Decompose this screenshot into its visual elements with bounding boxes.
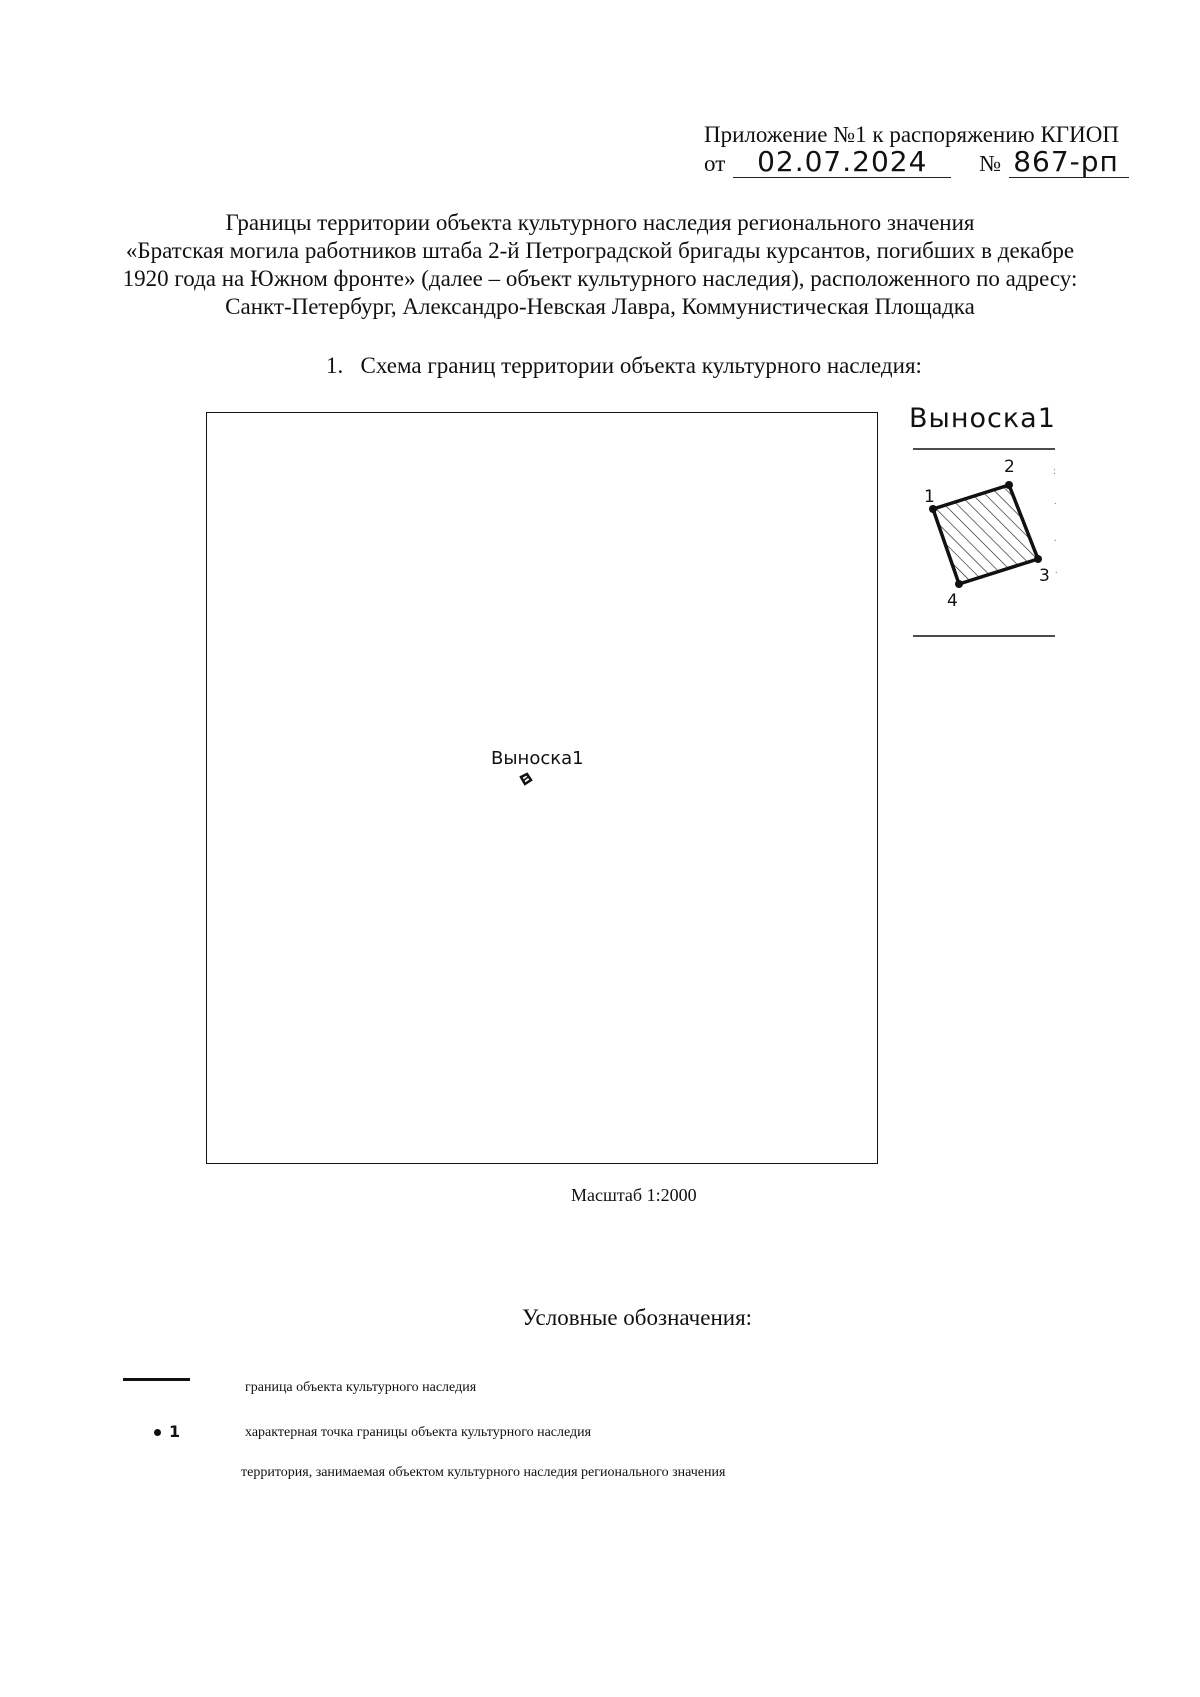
boundary-point-2 xyxy=(1005,481,1013,489)
legend-item-point: характерная точка границы объекта культурного наследия xyxy=(245,1425,592,1440)
number-label: № xyxy=(979,151,1002,176)
order-date-number-line xyxy=(704,145,1129,178)
point-label-4: 4 xyxy=(947,591,958,611)
point-label-3: 3 xyxy=(1039,566,1050,586)
legend-heading: Условные обозначения: xyxy=(522,1305,753,1330)
map-callout-label: Выноска1 xyxy=(491,748,584,769)
point-dot-icon xyxy=(154,1429,161,1436)
heritage-territory-polygon xyxy=(933,485,1038,584)
svg-text:.: . xyxy=(1054,496,1057,507)
appendix-header: Приложение №1 к распоряжению КГИОП xyxy=(704,122,1119,147)
legend-item-boundary: граница объекта культурного наследия xyxy=(245,1380,477,1395)
svg-text::: : xyxy=(1053,466,1056,477)
legend-item-territory: территория, занимаемая объектом культурного наследия регионального значения xyxy=(241,1465,726,1480)
map-scale: Масштаб 1:2000 xyxy=(571,1185,697,1205)
title-line-4: Санкт-Петербург, Александро-Невская Лавра, Коммунистическая Площадка xyxy=(225,294,975,319)
boundary-map-frame xyxy=(206,412,878,1164)
inset-boundary-svg xyxy=(905,440,1065,640)
title-line-1: Границы территории объекта культурного наследия регионального значения xyxy=(225,210,975,235)
svg-text:.: . xyxy=(1054,533,1057,544)
boundary-point-4 xyxy=(955,580,963,588)
title-line-3: 1920 года на Южном фронте» (далее – объект культурного наследия), расположенного по адресу: xyxy=(122,266,1078,291)
boundary-line-symbol xyxy=(123,1378,190,1381)
object-location-marker xyxy=(518,772,534,788)
boundary-point-symbol xyxy=(154,1422,180,1441)
order-number: 867-рп xyxy=(1009,148,1129,178)
point-label-1: 1 xyxy=(924,487,935,507)
document-title xyxy=(100,209,1100,321)
order-date: 02.07.2024 xyxy=(733,148,951,178)
point-symbol-label: 1 xyxy=(169,1422,181,1441)
inset-title: Выноска1 xyxy=(909,403,1056,434)
point-label-2: 2 xyxy=(1004,457,1015,477)
date-prefix: от xyxy=(704,151,726,176)
section-heading: 1. Схема границ территории объекта культурного наследия: xyxy=(326,353,922,378)
title-line-2: «Братская могила работников штаба 2-й Петроградской бригады курсантов, погибших в декабре xyxy=(125,238,1075,263)
boundary-point-3 xyxy=(1034,555,1042,563)
inset-drawing xyxy=(905,440,1065,640)
svg-text:.: . xyxy=(1055,565,1058,576)
